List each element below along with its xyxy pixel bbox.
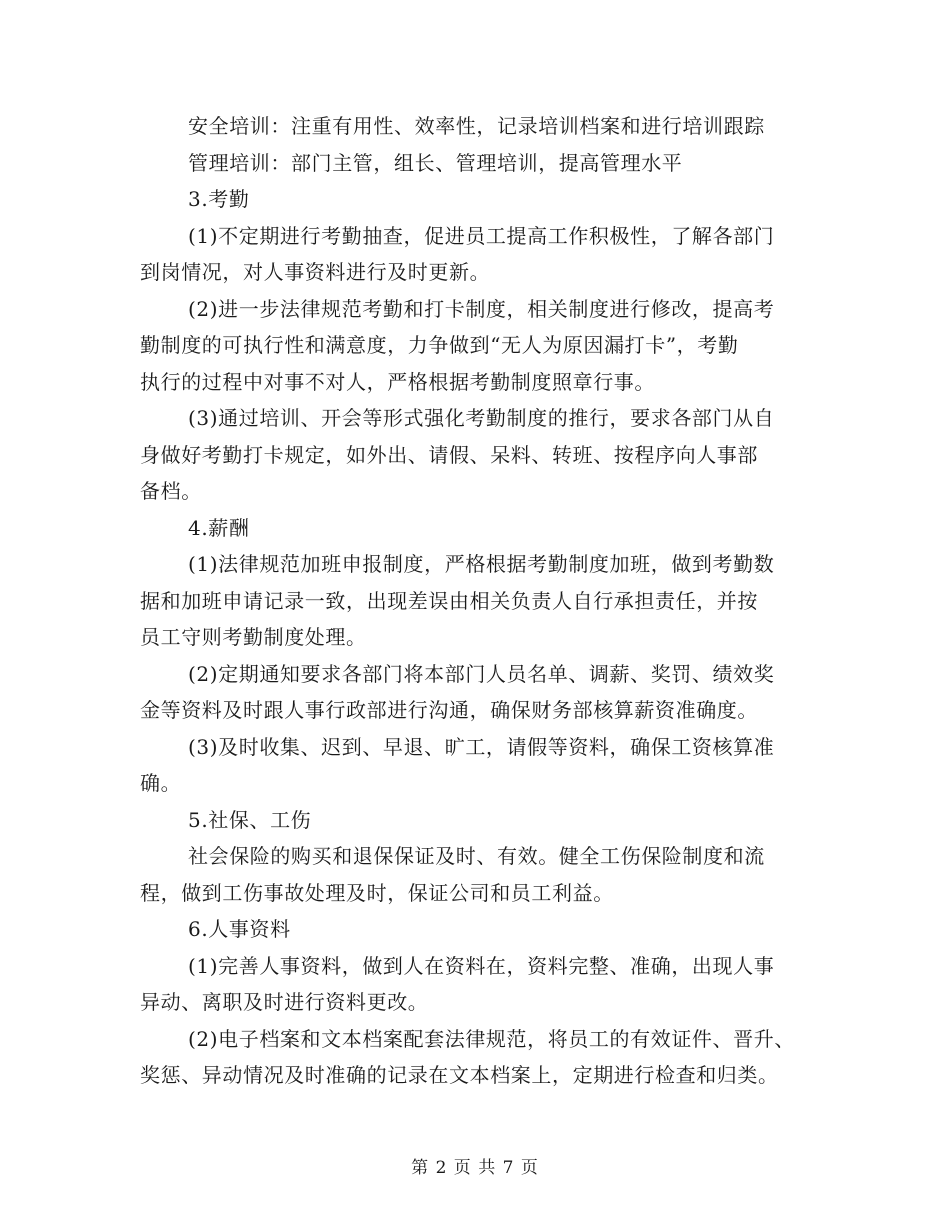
paragraph-line: 执行的过程中对事不对人，严格根据考勤制度照章行事。: [140, 369, 655, 394]
paragraph-line: 到岗情况，对人事资料进行及时更新。: [140, 260, 491, 284]
paragraph: [140, 911, 810, 948]
paragraph-line: 据和加班申请记录一致，出现差误由相关负责人自行承担责任，并按: [140, 588, 758, 613]
paragraph-line: 奖惩、异动情况及时准确的记录在文本档案上，定期进行检查和归类。: [140, 1063, 779, 1087]
paragraph: [140, 145, 810, 182]
paragraph: [140, 1021, 810, 1094]
paragraph: [140, 656, 810, 729]
paragraph-line: (1)完善人事资料，做到人在资料在，资料完整、准确，出现人事: [188, 953, 775, 978]
paragraph: [140, 181, 810, 218]
paragraph-line: 身做好考勤打卡规定，如外出、请假、呆料、转班、按程序向人事部: [140, 442, 758, 467]
paragraph: [140, 838, 810, 911]
paragraph: [140, 108, 810, 145]
paragraph-line: 确。: [140, 771, 182, 795]
paragraph-line: 5.社保、工伤: [188, 807, 312, 832]
paragraph: [140, 802, 810, 839]
page-footer: 第 2 页 共 7 页: [411, 1158, 539, 1178]
paragraph-line: 程，做到工伤事故处理及时，保证公司和员工利益。: [140, 880, 614, 905]
paragraph-line: 金等资料及时跟人事行政部进行沟通，确保财务部核算薪资准确度。: [140, 698, 758, 722]
paragraph-line: (1)不定期进行考勤抽查，促进员工提高工作积极性，了解各部门: [188, 223, 775, 248]
paragraph-line: 勤制度的可执行性和满意度，力争做到“无人为原因漏打卡”，考勤: [140, 333, 739, 357]
paragraph-line: 员工守则考勤制度处理。: [140, 625, 367, 649]
paragraph-line: (2)定期通知要求各部门将本部门人员名单、调薪、奖罚、绩效奖: [188, 661, 775, 686]
paragraph: [140, 291, 810, 401]
paragraph-line: 6.人事资料: [188, 917, 291, 941]
paragraph-line: 管理培训：部门主管，组长、管理培训，提高管理水平: [188, 150, 683, 175]
paragraph-line: 4.薪酬: [188, 515, 250, 540]
paragraph: [140, 218, 810, 291]
document-body: [140, 108, 810, 1094]
paragraph-line: 异动、离职及时进行资料更改。: [140, 990, 429, 1014]
paragraph-line: 备档。: [140, 479, 202, 503]
paragraph-line: (1)法律规范加班申报制度，严格根据考勤制度加班，做到考勤数: [188, 552, 775, 576]
paragraph: [140, 400, 810, 510]
paragraph-line: 安全培训：注重有用性、效率性，记录培训档案和进行培训跟踪: [188, 114, 765, 138]
paragraph: [140, 729, 810, 802]
paragraph-line: (2)电子档案和文本档案配套法律规范，将员工的有效证件、晋升、: [188, 1026, 795, 1051]
paragraph: [140, 948, 810, 1021]
paragraph-line: (2)进一步法律规范考勤和打卡制度，相关制度进行修改，提高考: [188, 296, 775, 321]
paragraph-line: (3)及时收集、迟到、早退、旷工，请假等资料，确保工资核算准: [188, 734, 775, 759]
paragraph: [140, 546, 810, 656]
paragraph-line: 3.考勤: [188, 187, 250, 211]
paragraph-line: 社会保险的购买和退保保证及时、有效。健全工伤保险制度和流: [188, 844, 765, 868]
paragraph-line: (3)通过培训、开会等形式强化考勤制度的推行，要求各部门从自: [188, 406, 775, 430]
paragraph: [140, 510, 810, 547]
